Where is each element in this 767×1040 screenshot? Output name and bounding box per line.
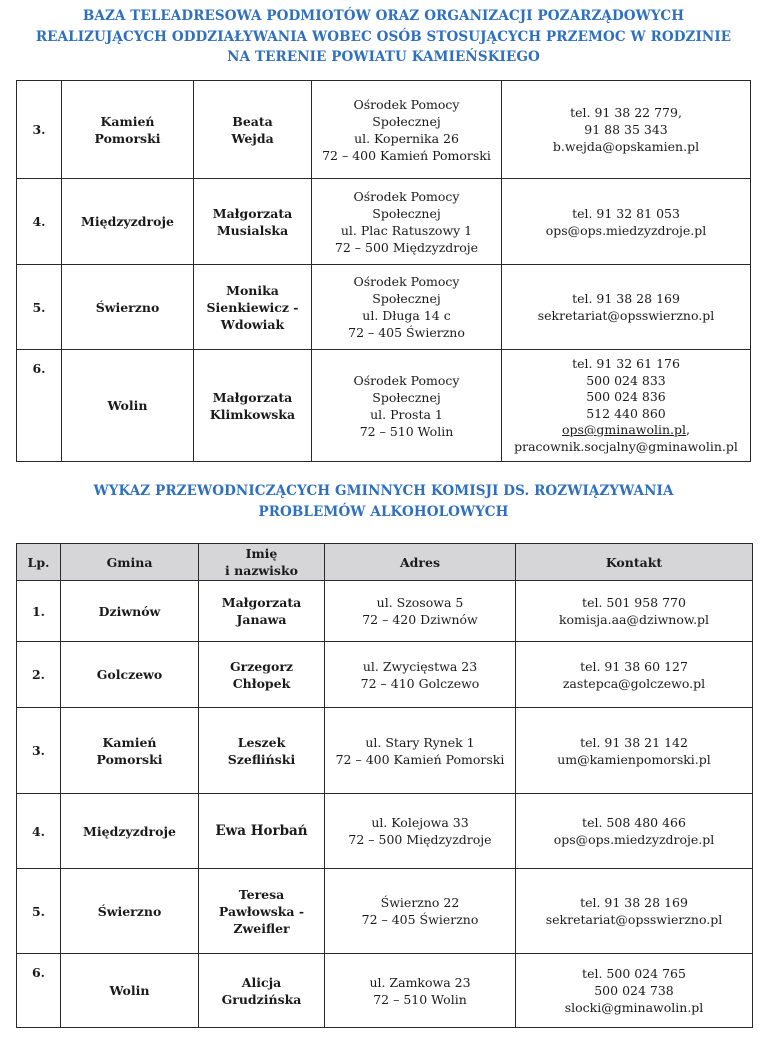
table-row <box>17 794 753 869</box>
contact-line: 500 024 836 <box>586 389 666 404</box>
contact-line: 512 440 860 <box>586 405 666 421</box>
lp-cell: 5. <box>17 869 61 954</box>
name-cell: Beata Wejda <box>194 81 312 179</box>
contact-cell: tel. 501 958 770 komisja.aa@dziwnow.pl <box>516 581 753 642</box>
gmina-cell: Międzyzdroje <box>61 794 199 869</box>
table-row <box>17 708 753 794</box>
address-cell: ul. Zamkowa 23 72 – 510 Wolin <box>325 954 516 1028</box>
contact-line: pracownik.socjalny@gminawolin.pl <box>514 438 738 454</box>
contact-line <box>504 422 748 439</box>
contact-cell: tel. 500 024 765 500 024 738 slocki@gminawolin.pl <box>516 954 753 1028</box>
lp-cell: 3. <box>17 81 62 179</box>
address-cell: Ośrodek Pomocy Społecznej ul. Kopernika 26 72 – 400 Kamień Pomorski <box>312 81 502 179</box>
name-cell: Małgorzata Musialska <box>194 179 312 265</box>
lp-cell: 5. <box>17 265 62 350</box>
contact-line: 500 024 833 <box>586 372 666 388</box>
address-cell: ul. Zwycięstwa 23 72 – 410 Golczewo <box>325 642 516 708</box>
header-address: Adres <box>325 544 516 581</box>
name-cell: Leszek Szefliński <box>199 708 325 794</box>
name-cell: Monika Sienkiewicz - Wdowiak <box>194 265 312 350</box>
table-row <box>17 581 753 642</box>
gmina-cell: Dziwnów <box>61 581 199 642</box>
gmina-cell: Międzyzdroje <box>62 179 194 265</box>
lp-cell: 3. <box>17 708 61 794</box>
table-row <box>17 265 751 350</box>
name-cell: Małgorzata Klimkowska <box>194 350 312 462</box>
lp-cell: 4. <box>17 179 62 265</box>
gmina-cell: Kamień Pomorski <box>61 708 199 794</box>
lp-cell: 4. <box>17 794 61 869</box>
lp-cell: 6. <box>17 350 62 462</box>
commissions-table <box>16 543 753 1028</box>
lp-cell: 6. <box>17 954 61 1028</box>
address-cell: ul. Stary Rynek 1 72 – 400 Kamień Pomorski <box>325 708 516 794</box>
name-cell: Ewa Horbań <box>199 794 325 869</box>
table-row <box>17 954 753 1028</box>
gmina-cell: Kamień Pomorski <box>62 81 194 179</box>
contact-cell <box>502 350 751 462</box>
heading-line: REALIZUJĄCYCH ODDZIAŁYWANIA WOBEC OSÓB STOSUJĄCYCH PRZEMOC W RODZINIE <box>35 28 732 45</box>
contact-cell: tel. 91 32 81 053 ops@ops.miedzyzdroje.pl <box>502 179 751 265</box>
address-cell: ul. Kolejowa 33 72 – 500 Międzyzdroje <box>325 794 516 869</box>
table-row <box>17 642 753 708</box>
contact-line: tel. 91 32 61 176 <box>572 356 680 371</box>
header-name: Imię i nazwisko <box>199 544 325 581</box>
gmina-cell: Wolin <box>61 954 199 1028</box>
address-cell: Świerzno 22 72 – 405 Świerzno <box>325 869 516 954</box>
table-row <box>17 350 751 462</box>
contact-cell: tel. 91 38 22 779, 91 88 35 343 b.wejda@opskamien.pl <box>502 81 751 179</box>
name-cell: Alicja Grudzińska <box>199 954 325 1028</box>
heading-line: WYKAZ PRZEWODNICZĄCYCH GMINNYCH KOMISJI DS. ROZWIĄZYWANIA <box>93 483 674 499</box>
table-row <box>17 179 751 265</box>
heading-line: NA TERENIE POWIATU KAMIEŃSKIEGO <box>227 49 540 65</box>
organizations-table <box>16 80 751 462</box>
contact-cell: tel. 508 480 466 ops@ops.miedzyzdroje.pl <box>516 794 753 869</box>
lp-cell: 2. <box>17 642 61 708</box>
table-header-row <box>17 544 753 581</box>
contact-cell: tel. 91 38 28 169 sekretariat@opsswierzno.pl <box>502 265 751 350</box>
gmina-cell: Wolin <box>62 350 194 462</box>
heading-commissions <box>0 481 767 522</box>
table-row <box>17 81 751 179</box>
gmina-cell: Golczewo <box>61 642 199 708</box>
contact-cell: tel. 91 38 21 142 um@kamienpomorski.pl <box>516 708 753 794</box>
contact-cell: tel. 91 38 28 169 sekretariat@opsswierzno.pl <box>516 869 753 954</box>
header-contact: Kontakt <box>516 544 753 581</box>
name-cell: Teresa Pawłowska - Zweifler <box>199 869 325 954</box>
address-cell: Ośrodek Pomocy Społecznej ul. Długa 14 c 72 – 405 Świerzno <box>312 265 502 350</box>
address-cell: ul. Szosowa 5 72 – 420 Dziwnów <box>325 581 516 642</box>
gmina-cell: Świerzno <box>62 265 194 350</box>
email-link[interactable]: ops@gminawolin.pl <box>561 422 687 437</box>
address-cell: Ośrodek Pomocy Społecznej ul. Prosta 1 72 – 510 Wolin <box>312 350 502 462</box>
heading-organizations <box>0 6 767 68</box>
lp-cell: 1. <box>17 581 61 642</box>
header-gmina: Gmina <box>61 544 199 581</box>
name-cell: Małgorzata Janawa <box>199 581 325 642</box>
gmina-cell: Świerzno <box>61 869 199 954</box>
contact-cell: tel. 91 38 60 127 zastepca@golczewo.pl <box>516 642 753 708</box>
heading-line: PROBLEMÓW ALKOHOLOWYCH <box>258 503 509 520</box>
address-cell: Ośrodek Pomocy Społecznej ul. Plac Ratuszowy 1 72 – 500 Międzyzdroje <box>312 179 502 265</box>
header-lp: Lp. <box>17 544 61 581</box>
name-cell: Grzegorz Chłopek <box>199 642 325 708</box>
separator: , <box>686 422 691 437</box>
table-row <box>17 869 753 954</box>
heading-line: BAZA TELEADRESOWA PODMIOTÓW ORAZ ORGANIZACJI POZARZĄDOWYCH <box>82 8 685 24</box>
